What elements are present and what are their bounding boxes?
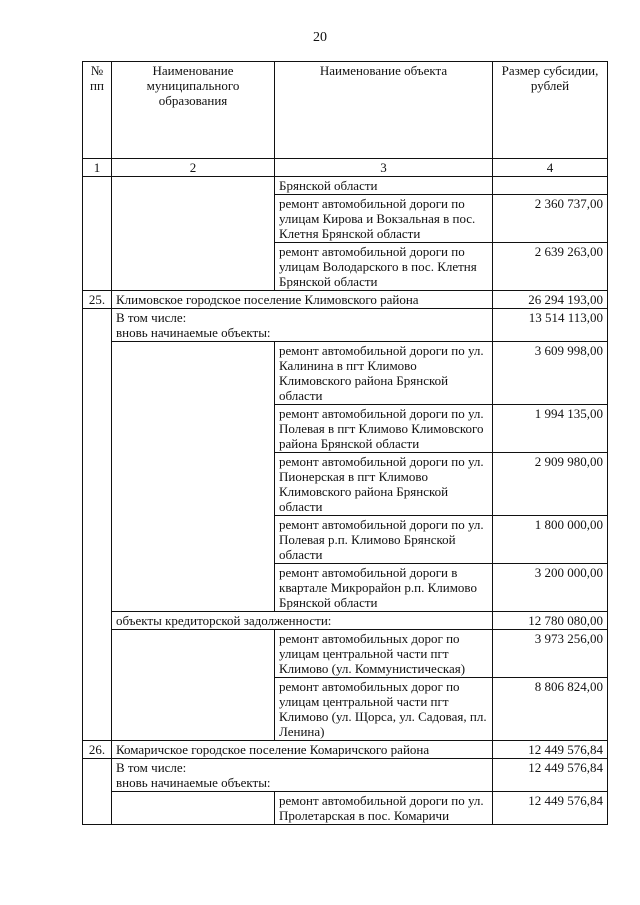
- municipality-name: Климовское городское поселение Климовского района: [112, 291, 493, 309]
- amount-cell: 1 800 000,00: [493, 516, 608, 564]
- section-total: 26 294 193,00: [493, 291, 608, 309]
- column-number: 2: [112, 159, 275, 177]
- amount-cell: 12 449 576,84: [493, 792, 608, 825]
- including-cell: [112, 759, 493, 792]
- section-25-row: [83, 291, 608, 309]
- table-row: [83, 342, 608, 405]
- object-cell: ремонт автомобильной дороги по ул. Пионерская в пгт Климово Климовского района Брянской области: [275, 453, 493, 516]
- empty-cell: [112, 177, 275, 291]
- amount-cell: [493, 177, 608, 195]
- row-number: 25.: [83, 291, 112, 309]
- table-header-row: [83, 62, 608, 159]
- amount-cell: 3 609 998,00: [493, 342, 608, 405]
- empty-cell: [112, 630, 275, 741]
- object-cell: ремонт автомобильной дороги по ул. Полевая р.п. Климово Брянской области: [275, 516, 493, 564]
- amount-cell: 3 200 000,00: [493, 564, 608, 612]
- object-cell: ремонт автомобильной дороги по ул. Полевая в пгт Климово Климовского района Брянской области: [275, 405, 493, 453]
- municipality-name: Комаричское городское поселение Комаричского района: [112, 741, 493, 759]
- table-row: [83, 792, 608, 825]
- object-cell: Брянской области: [275, 177, 493, 195]
- object-cell: ремонт автомобильной дороги в квартале Микрорайон р.п. Климово Брянской области: [275, 564, 493, 612]
- object-cell: ремонт автомобильной дороги по ул. Пролетарская в пос. Комаричи: [275, 792, 493, 825]
- including-cell: [112, 309, 493, 342]
- section-total: 12 449 576,84: [493, 741, 608, 759]
- empty-cell: [83, 759, 112, 825]
- amount-cell: 2 360 737,00: [493, 195, 608, 243]
- including-label: В том числе:: [116, 760, 187, 775]
- including-row: [83, 309, 608, 342]
- empty-cell: [83, 309, 112, 741]
- empty-cell: [112, 792, 275, 825]
- new-objects-label: вновь начинаемые объекты:: [116, 325, 271, 340]
- column-number: 3: [275, 159, 493, 177]
- amount-cell: 1 994 135,00: [493, 405, 608, 453]
- column-number: 1: [83, 159, 112, 177]
- table-row: [83, 630, 608, 678]
- header-num: № пп: [83, 62, 112, 159]
- object-cell: ремонт автомобильных дорог по улицам центральной части пгт Климово (ул. Коммунистическая): [275, 630, 493, 678]
- empty-cell: [83, 177, 112, 291]
- debt-objects-total: 12 780 080,00: [493, 612, 608, 630]
- amount-cell: 2 909 980,00: [493, 453, 608, 516]
- column-number: 4: [493, 159, 608, 177]
- table-row: [83, 177, 608, 195]
- page-number: 20: [313, 30, 327, 45]
- including-label: В том числе:: [116, 310, 187, 325]
- debt-objects-row: [83, 612, 608, 630]
- debt-objects-label: объекты кредиторской задолженности:: [112, 612, 493, 630]
- amount-cell: 8 806 824,00: [493, 678, 608, 741]
- header-subsidy: Размер субсидии, рублей: [493, 62, 608, 159]
- section-26-row: [83, 741, 608, 759]
- amount-cell: 2 639 263,00: [493, 243, 608, 291]
- amount-cell: 3 973 256,00: [493, 630, 608, 678]
- object-cell: ремонт автомобильной дороги по ул. Калинина в пгт Климово Климовского района Брянской области: [275, 342, 493, 405]
- new-objects-total: 12 449 576,84: [493, 759, 608, 792]
- including-row: [83, 759, 608, 792]
- object-cell: ремонт автомобильной дороги по улицам Кирова и Вокзальная в пос. Клетня Брянской области: [275, 195, 493, 243]
- subsidy-table: [82, 61, 608, 825]
- header-municipality: Наименование муниципального образования: [112, 62, 275, 159]
- object-cell: ремонт автомобильных дорог по улицам центральной части пгт Климово (ул. Щорса, ул. Садовая, пл. Ленина): [275, 678, 493, 741]
- empty-cell: [112, 342, 275, 612]
- new-objects-total: 13 514 113,00: [493, 309, 608, 342]
- new-objects-label: вновь начинаемые объекты:: [116, 775, 271, 790]
- header-object: Наименование объекта: [275, 62, 493, 159]
- object-cell: ремонт автомобильной дороги по улицам Володарского в пос. Клетня Брянской области: [275, 243, 493, 291]
- row-number: 26.: [83, 741, 112, 759]
- column-numbers-row: [83, 159, 608, 177]
